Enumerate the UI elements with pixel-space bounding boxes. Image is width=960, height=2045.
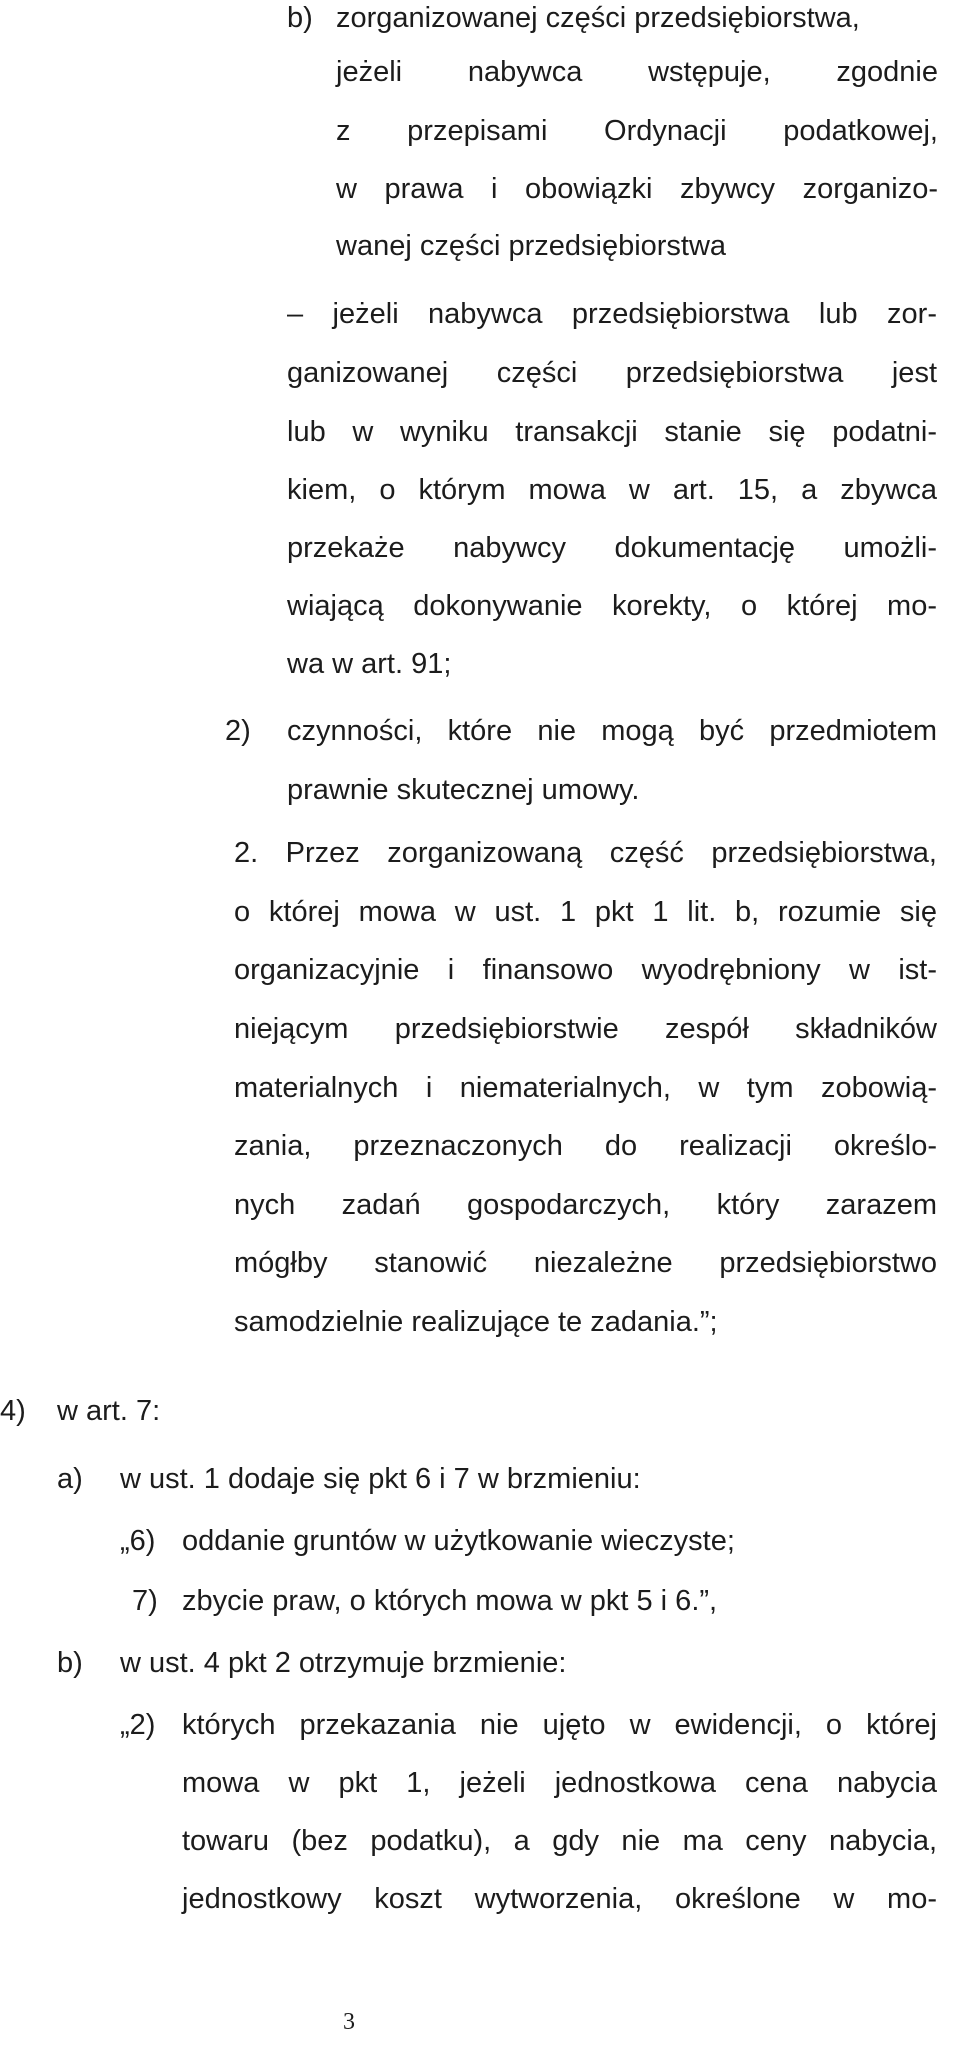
sub-b-item-2-line: towaru (bez podatku), a gdy nie ma ceny nabycia, (182, 1825, 937, 1857)
point-2-marker: 2) (225, 715, 251, 747)
point-2-line: prawnie skutecznej umowy. (287, 774, 640, 806)
para-2-line: samodzielnie realizujące te zadania.”; (234, 1306, 718, 1338)
para-2-line: niejącym przedsiębiorstwie zespół składników (234, 1013, 937, 1045)
para-2-line: zania, przeznaczonych do realizacji określo- (234, 1130, 937, 1162)
dash-clause-line: wa w art. 91; (287, 648, 452, 680)
dash-clause-line: kiem, o którym mowa w art. 15, a zbywca (287, 474, 937, 506)
sub-a-text: w ust. 1 dodaje się pkt 6 i 7 w brzmieniu: (120, 1463, 641, 1495)
point-2-line: czynności, które nie mogą być przedmiotem (287, 715, 937, 747)
dash-clause-line: przekaże nabywcy dokumentację umożli- (287, 532, 937, 564)
dash-clause-line: ganizowanej części przedsiębiorstwa jest (287, 357, 937, 389)
sub-b-item-2-line: mowa w pkt 1, jeżeli jednostkowa cena nabycia (182, 1767, 937, 1799)
item-b-line: jeżeli nabywca wstępuje, zgodnie (336, 56, 938, 88)
dash-clause-line: lub w wyniku transakcji stanie się podatni- (287, 416, 937, 448)
item-b-line: z przepisami Ordynacji podatkowej, (336, 115, 938, 147)
sub-b-marker: b) (57, 1647, 83, 1679)
sub-b-item-2-line: jednostkowy koszt wytworzenia, określone w mo- (182, 1883, 937, 1915)
sub-a-marker: a) (57, 1463, 83, 1495)
sub-b-item-2-line: których przekazania nie ujęto w ewidencji, o której (182, 1709, 937, 1741)
sub-a-item-7-text: zbycie praw, o których mowa w pkt 5 i 6.”, (182, 1585, 718, 1617)
sub-a-item-7-marker: 7) (132, 1585, 158, 1617)
point-4-marker: 4) (0, 1395, 26, 1427)
dash-clause-line: wiającą dokonywanie korekty, o której mo- (287, 590, 937, 622)
para-2-line: o której mowa w ust. 1 pkt 1 lit. b, rozumie się (234, 896, 937, 928)
point-4-text: w art. 7: (57, 1395, 161, 1427)
item-b-line: w prawa i obowiązki zbywcy zorganizo- (336, 173, 938, 205)
item-b-line: zorganizowanej części przedsiębiorstwa, (336, 2, 860, 34)
para-2-line: 2. Przez zorganizowaną część przedsiębiorstwa, (234, 837, 937, 869)
para-2-line: materialnych i niematerialnych, w tym zobowią- (234, 1072, 937, 1104)
dash-clause-line: – jeżeli nabywca przedsiębiorstwa lub zor- (287, 298, 937, 330)
item-b-line: wanej części przedsiębiorstwa (336, 230, 727, 262)
item-b-marker: b) (287, 2, 313, 34)
sub-a-item-6-text: oddanie gruntów w użytkowanie wieczyste; (182, 1525, 735, 1557)
para-2-line: organizacyjnie i finansowo wyodrębniony w ist- (234, 954, 937, 986)
sub-b-item-2-marker: „2) (120, 1709, 156, 1741)
page-number: 3 (343, 2009, 355, 2035)
sub-b-text: w ust. 4 pkt 2 otrzymuje brzmienie: (120, 1647, 567, 1679)
sub-a-item-6-marker: „6) (120, 1525, 156, 1557)
para-2-line: nych zadań gospodarczych, który zarazem (234, 1189, 937, 1221)
para-2-line: mógłby stanowić niezależne przedsiębiorstwo (234, 1247, 937, 1279)
